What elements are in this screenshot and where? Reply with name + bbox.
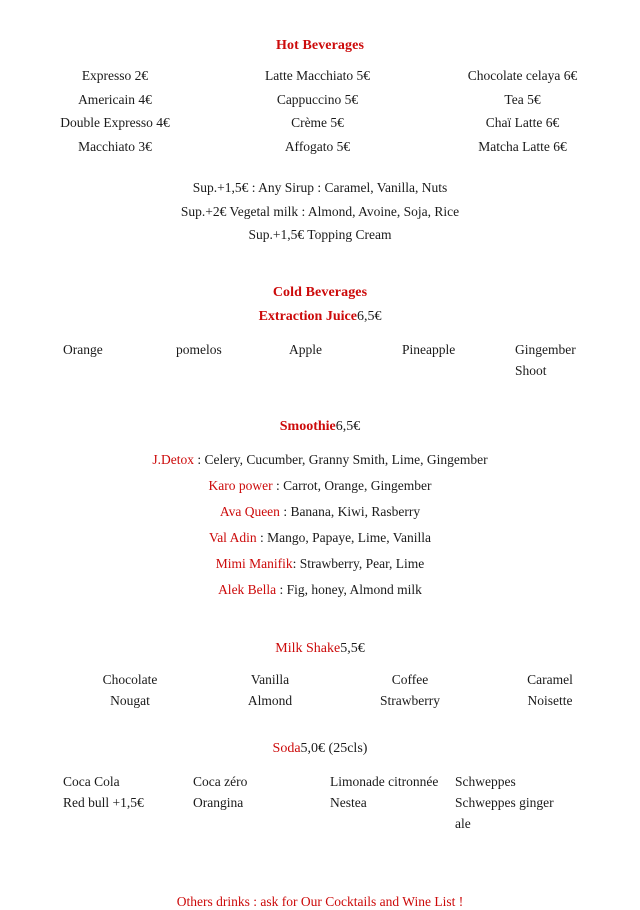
table-row xyxy=(0,135,640,159)
section-spacer xyxy=(0,603,640,641)
menu-item xyxy=(515,339,640,381)
menu-item-line1: Gingember xyxy=(515,341,576,357)
menu-item: Affogato 5€ xyxy=(284,138,351,154)
smoothie-desc: : Mango, Papaye, Lime, Vanilla xyxy=(256,529,432,545)
menu-item: Tea 5€ xyxy=(504,91,541,107)
menu-item: Chocolate celaya 6€ xyxy=(467,68,578,83)
menu-item-line1: Coffee xyxy=(391,671,429,687)
menu-item-line2: Nestea xyxy=(330,794,367,810)
menu-item xyxy=(200,669,340,711)
section-spacer xyxy=(0,834,640,872)
menu-item-line1: Coca zéro xyxy=(193,773,248,789)
supplement-line: Sup.+1,5€ Topping Cream xyxy=(248,227,392,242)
menu-item-line1: Apple xyxy=(289,341,322,357)
menu-item-line2: Shoot xyxy=(515,362,547,378)
list-item xyxy=(0,551,640,577)
smoothie-label: Smoothie xyxy=(279,418,336,434)
table-row xyxy=(0,88,640,112)
menu-item: Chaï Latte 6€ xyxy=(485,115,560,130)
extraction-juice-price: 6,5€ xyxy=(356,308,382,324)
menu-item xyxy=(176,339,289,381)
menu-item: Double Expresso 4€ xyxy=(60,115,170,130)
list-item xyxy=(0,473,640,499)
menu-item-line1: Chocolate xyxy=(102,671,158,687)
list-item xyxy=(0,499,640,525)
menu-item: Expresso 2€ xyxy=(81,68,149,83)
menu-item: Cappuccino 5€ xyxy=(276,91,359,107)
menu-item xyxy=(330,771,455,834)
menu-item-line1: Vanilla xyxy=(250,671,290,687)
section-spacer xyxy=(0,711,640,741)
top-spacer xyxy=(0,0,640,38)
smoothie-name: Karo power xyxy=(208,477,273,493)
menu-item-line1: Coca Cola xyxy=(63,773,120,789)
menu-item: Matcha Latte 6€ xyxy=(478,138,567,154)
menu-item-line1: Pineapple xyxy=(402,341,456,357)
supplement-line: Sup.+2€ Vegetal milk : Almond, Avoine, Soja, Rice xyxy=(180,203,460,219)
smoothie-name: Val Adin xyxy=(208,529,257,545)
smoothie-list xyxy=(0,447,640,603)
list-item xyxy=(0,577,640,603)
menu-item-line2: Red bull +1,5€ xyxy=(63,794,144,810)
smoothie-desc: : Carrot, Orange, Gingember xyxy=(272,477,432,493)
hot-beverages-grid xyxy=(0,64,640,158)
subsection-title-smoothie xyxy=(0,419,640,435)
milk-shake-price: 5,5€ xyxy=(340,640,365,656)
menu-item-line2: Orangina xyxy=(193,794,244,810)
hot-beverages-supplements xyxy=(0,176,640,247)
subsection-title-milk-shake xyxy=(0,641,640,657)
menu-item xyxy=(289,339,402,381)
section-spacer xyxy=(0,247,640,285)
menu-item-line1: Schweppes xyxy=(455,773,516,789)
menu-item-line2: Almond xyxy=(247,692,293,708)
menu-item xyxy=(63,771,193,834)
smoothie-name: Alek Bella xyxy=(218,581,277,597)
smoothie-desc: : Celery, Cucumber, Granny Smith, Lime, Gingember xyxy=(193,451,488,467)
section-title-hot-beverages: Hot Beverages xyxy=(276,38,364,53)
milk-shake-label: Milk Shake xyxy=(275,640,341,656)
soda-label: Soda xyxy=(272,740,301,756)
menu-item xyxy=(340,669,480,711)
extraction-juice-label: Extraction Juice xyxy=(258,308,357,324)
menu-item xyxy=(455,771,640,834)
list-item xyxy=(0,525,640,551)
menu-item xyxy=(480,669,620,711)
list-item xyxy=(0,447,640,473)
menu-item xyxy=(60,669,200,711)
smoothie-name: Ava Queen xyxy=(219,503,280,519)
menu-item-line3: ale xyxy=(455,815,471,831)
milk-shake-row xyxy=(0,669,640,711)
menu-item-line1: Limonade citronnée xyxy=(330,773,439,789)
subsection-title-extraction-juice xyxy=(0,309,640,325)
extraction-juice-row xyxy=(0,339,640,381)
smoothie-desc: : Strawberry, Pear, Lime xyxy=(292,555,425,571)
menu-item: Macchiato 3€ xyxy=(78,138,152,154)
footer-note: Others drinks : ask for Our Cocktails and Wine List ! xyxy=(176,893,464,909)
menu-item-line1: Caramel xyxy=(527,671,573,687)
menu-item: Americain 4€ xyxy=(78,91,152,107)
subsection-title-soda xyxy=(0,741,640,757)
menu-item xyxy=(402,339,515,381)
menu-item-line2: Schweppes ginger xyxy=(455,794,554,810)
menu-item-line2: Strawberry xyxy=(380,692,440,708)
section-spacer xyxy=(0,872,640,894)
menu-item-line2: Nougat xyxy=(110,692,150,708)
smoothie-name: J.Detox xyxy=(152,451,194,467)
smoothie-name: Mimi Manifik xyxy=(215,555,293,571)
smoothie-price: 6,5€ xyxy=(335,418,361,434)
smoothie-desc: : Fig, honey, Almond milk xyxy=(276,581,422,597)
menu-item-line2: Noisette xyxy=(527,692,573,708)
menu-item-line1: Orange xyxy=(63,341,103,357)
menu-item: Crème 5€ xyxy=(291,115,344,130)
section-spacer xyxy=(0,381,640,419)
menu-item-line1: pomelos xyxy=(176,341,222,357)
section-title-cold-beverages: Cold Beverages xyxy=(272,284,368,300)
menu-item xyxy=(193,771,330,834)
soda-row xyxy=(0,771,640,834)
supplement-line: Sup.+1,5€ : Any Sirup : Caramel, Vanilla, Nuts xyxy=(192,180,448,195)
soda-price: 5,0€ (25cls) xyxy=(300,740,368,756)
menu-item: Latte Macchiato 5€ xyxy=(265,68,370,83)
smoothie-desc: : Banana, Kiwi, Rasberry xyxy=(279,503,421,519)
table-row xyxy=(0,111,640,135)
table-row xyxy=(0,64,640,88)
menu-item xyxy=(63,339,176,381)
heading-spacer xyxy=(0,301,640,309)
